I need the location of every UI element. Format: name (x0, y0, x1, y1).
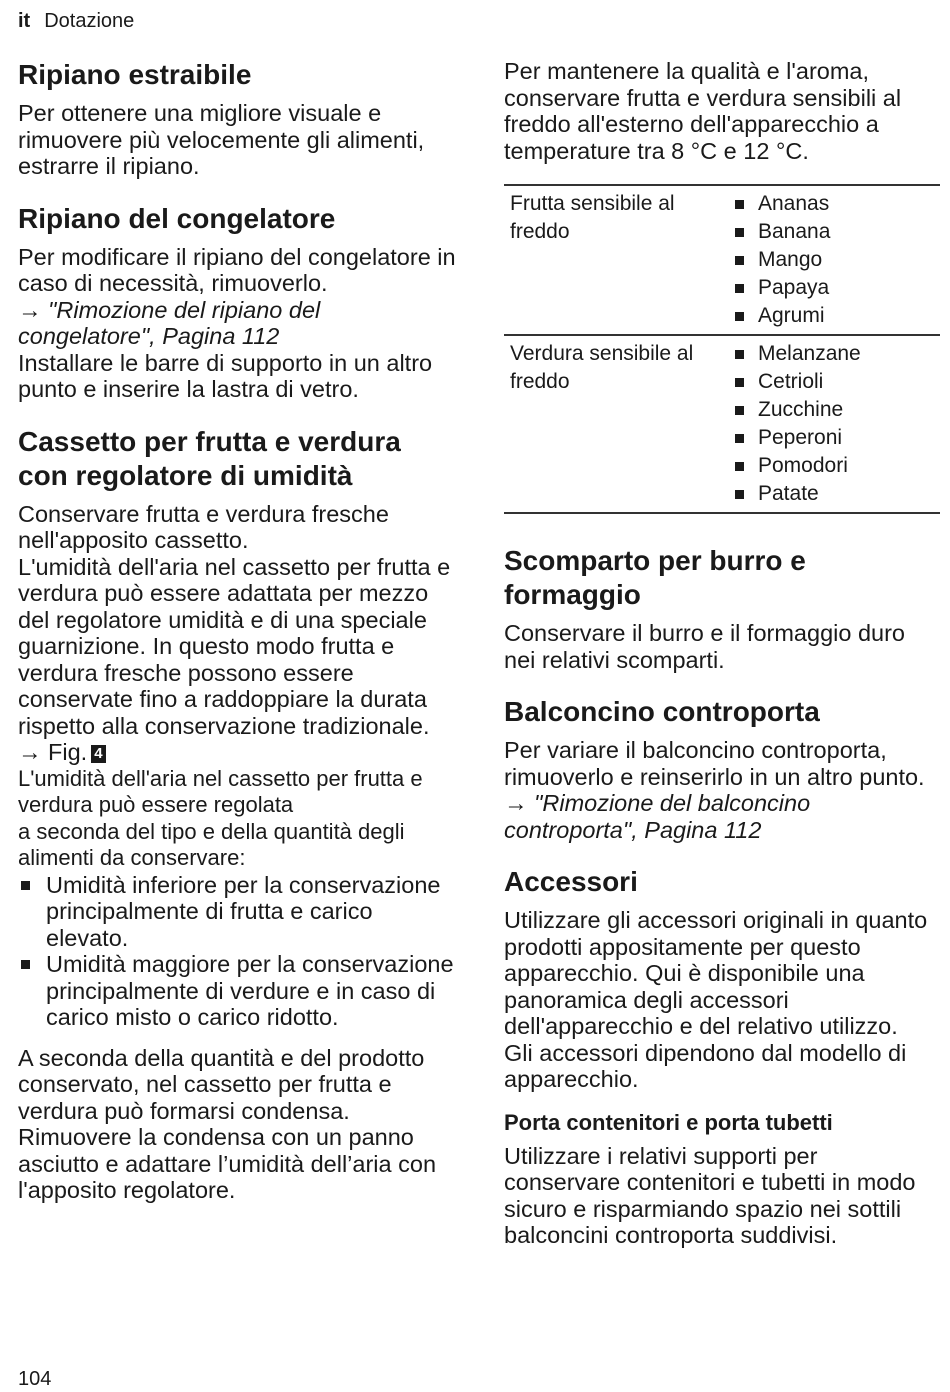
table-items (726, 185, 940, 335)
section-text: Conservare frutta e verdura fresche nell'apposito cassetto. (18, 500, 389, 553)
right-column (504, 58, 936, 1271)
item-list (732, 340, 934, 508)
list-item: Umidità inferiore per la conservazione principalmente di frutta e carico elevato. (18, 872, 458, 952)
cold-sensitive-table (504, 184, 940, 514)
list-item: Patate (732, 480, 934, 508)
section-title: Scomparto per burro e formaggio (504, 545, 806, 610)
table-items (726, 335, 940, 513)
list-item: Agrumi (732, 302, 934, 330)
table-row (504, 185, 940, 335)
list-item: Banana (732, 218, 934, 246)
page-header (18, 10, 134, 33)
intro-text: Per mantenere la qualità e l'aroma, conservare frutta e verdura sensibili al freddo all'esterno dell'apparecchio a temperature tra 8 °C e 12 °C. (504, 58, 902, 164)
table-category: Verdura sensibile al freddo (510, 342, 694, 393)
section-scomparto-burro (504, 544, 936, 673)
section-text: Per variare il balconcino controporta, rimuoverlo e reinserirlo in un altro punto. (504, 737, 925, 790)
list-item: Peperoni (732, 424, 934, 452)
page-reference[interactable]: → "Rimozione del balconcino controporta", Pagina 112 (504, 790, 811, 843)
section-accessori (504, 865, 936, 1249)
section-ripiano-estraibile (18, 58, 458, 180)
list-item: Melanzane (732, 340, 934, 368)
section-title: Accessori (504, 866, 638, 897)
table-row (504, 335, 940, 513)
section-text: Per ottenere una migliore visuale e rimuovere più velocemente gli alimenti, estrarre il ripiano. (18, 100, 425, 179)
section-text: Utilizzare gli accessori originali in quanto prodotti appositamente per questo apparecchio. Qui è disponibile una panoramica degli accessori dell'apparecchio e del relativo utilizzo. (504, 907, 928, 1039)
page-reference[interactable]: → "Rimozione del ripiano del congelatore", Pagina 112 (18, 296, 321, 349)
language-code: it (18, 10, 31, 32)
section-text: Installare le barre di supporto in un altro punto e inserire la lastra di vetro. (18, 349, 433, 402)
list-item: Zucchine (732, 396, 934, 424)
figure-number-badge: 4 (91, 745, 105, 763)
section-title: Ripiano estraibile (18, 59, 252, 90)
section-text: Rimuovere la condensa con un panno asciutto e adattare l’umidità dell’aria con l'apposito regolatore. (18, 1124, 437, 1203)
left-column (18, 58, 458, 1226)
page-number: 104 (18, 1368, 52, 1390)
list-item: Cetrioli (732, 368, 934, 396)
section-text: Utilizzare i relativi supporti per conservare contenitori e tubetti in modo sicuro e risparmiando spazio nei sottili balconcini controporta suddivisi. (504, 1142, 916, 1248)
section-cassetto-frutta-verdura (18, 425, 458, 1204)
list-item: Pomodori (732, 452, 934, 480)
section-title: Balconcino controporta (504, 696, 820, 727)
subsection-title: Porta contenitori e porta tubetti (504, 1109, 833, 1135)
list-item: Ananas (732, 190, 934, 218)
section-text: A seconda della quantità e del prodotto conservato, nel cassetto per frutta e verdura può formarsi condensa. (18, 1044, 425, 1124)
section-text: L'umidità dell'aria nel cassetto per frutta e verdura può essere regolata (18, 765, 423, 817)
list-item: Papaya (732, 274, 934, 302)
section-text: Conservare il burro e il formaggio duro nei relativi scomparti. (504, 620, 905, 673)
section-title: Cassetto per frutta e verdura con regolatore di umidità (18, 425, 401, 491)
section-text: Gli accessori dipendono dal modello di apparecchio. (504, 1039, 907, 1092)
humidity-bullet-list (18, 872, 458, 1031)
section-title: Ripiano del congelatore (18, 202, 336, 234)
section-text: a seconda del tipo e della quantità degli alimenti da conservare: (18, 818, 405, 870)
section-name: Dotazione (44, 10, 135, 32)
list-item: Umidità maggiore per la conservazione principalmente di verdure e in caso di carico misto o carico ridotto. (18, 951, 458, 1031)
list-item: Mango (732, 246, 934, 274)
section-text: Per modificare il ripiano del congelatore in caso di necessità, rimuoverlo. (18, 243, 456, 296)
figure-reference[interactable] (18, 739, 458, 766)
item-list (732, 190, 934, 330)
section-text: L'umidità dell'aria nel cassetto per frutta e verdura può essere adattata per mezzo del regolatore umidità e di una speciale guarnizione. In questo modo frutta e verdura fresche possono essere conservate fino a raddoppiare la durata rispetto alla conservazione tradizionale. (18, 553, 451, 739)
figure-ref-label: → Fig. (18, 739, 88, 765)
section-ripiano-congelatore (18, 202, 458, 403)
table-category: Frutta sensibile al freddo (510, 192, 675, 243)
section-balconcino-controporta (504, 695, 936, 843)
